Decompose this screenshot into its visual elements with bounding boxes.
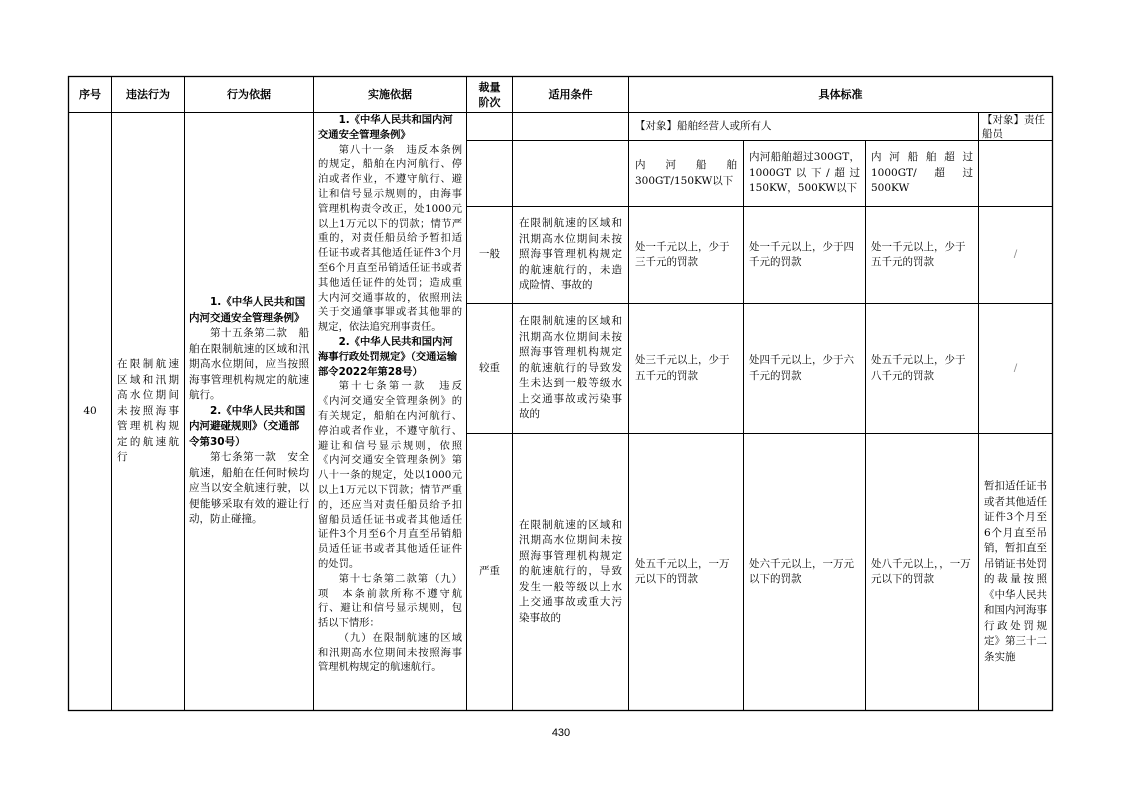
header-standard: 具体标准 (818, 88, 863, 101)
level-severe-text: 严重 (479, 565, 500, 578)
fine-general-b (744, 207, 865, 303)
impl-para-1: 第八十一条 违反本条例的规定，船舶在内河航行、停泊或者作业，不遵守航行、避让和信号显示规则的，由海事管理机构责令改正，处1000元以上1万元以下的罚款；情节严重的，对责任船员给予暂扣适任证书或者其他适任证件3个月至6个月直至吊销适任证书或者其他适任证件的处罚；造成重大内河交通事故的，依照刑法关于交通肇事罪或者其他罪的规定，依法追究刑事责任。 (318, 143, 462, 334)
condition-severe (513, 434, 628, 710)
crew-serious (979, 304, 1052, 433)
basis-title-1: 1.《中华人民共和国内河交通安全管理条例》 (189, 296, 306, 324)
row-number-text: 40 (83, 404, 97, 417)
condition-serious-text: 在限制航速的区域和汛期高水位期间未按照海事管理机构规定的航速航行的导致发生未达到一般等级水上交通事故或污染事故的 (519, 315, 622, 421)
crew-general (979, 207, 1052, 303)
col-c-header (866, 141, 978, 206)
level-severe (467, 434, 512, 710)
fine-severe-a (629, 434, 743, 710)
condition-general (513, 207, 628, 303)
fine-general-a-text: 处一千元以上，少于三千元的罚款 (635, 240, 730, 268)
target-crew (979, 113, 1052, 140)
violation-cell (112, 113, 184, 710)
col-b-header (744, 141, 865, 206)
fine-serious-c (866, 304, 978, 433)
crew-general-text: / (1013, 248, 1018, 261)
impl-para-2: 第十七条第一款 违反《内河交通安全管理条例》的有关规定，船舶在内河航行、停泊或者作业，不遵守航行、避让和信号显示规则，依照《内河交通安全管理条例》第八十一条的规定，处以1000元以上1万元以下罚款；情节严重的，还应当对责任船员给予扣留船员适任证书或者其他适任证件3个月至6个月直至吊销船员适任证书或者其他适任证件的处罚。 (318, 380, 462, 570)
fine-general-c-text: 处一千元以上，少于五千元的罚款 (871, 240, 966, 268)
impl-title-2: 2.《中华人民共和国内河海事行政处罚规定》（交通运输部令2022年第28号） (318, 335, 458, 378)
impl-cell (314, 113, 466, 710)
fine-severe-c-text: 处八千元以上，，一万元以下的罚款 (871, 557, 971, 585)
col-a-text: 内河船舶300GT/150KW以下 (635, 159, 737, 187)
header-no: 序号 (79, 88, 101, 101)
header-violation: 违法行为 (126, 88, 170, 101)
basis-title-2: 2.《中华人民共和国内河避碰规则》（交通部令第30号） (189, 404, 306, 448)
header-impl: 实施依据 (368, 88, 412, 101)
header-level: 裁量 阶次 (478, 80, 501, 109)
col-a-header (629, 141, 743, 206)
basis-para-2: 第七条第一款 安全航速，船舶在任何时候均应当以安全航速行驶，以便能够采取有效的避让行动，防止碰撞。 (189, 451, 309, 526)
fine-serious-b (744, 304, 865, 433)
violation-text: 在限制航速区域和汛期高水位期间未按照海事管理机构规定的航速航行 (117, 358, 179, 464)
condition-general-text: 在限制航速的区域和汛期高水位期间未按照海事管理机构规定的航速航行的，未造成险情、事故的 (519, 217, 622, 292)
basis-cell (185, 113, 313, 710)
fine-general-c (866, 207, 978, 303)
level-general-text: 一般 (479, 248, 500, 261)
level-serious (467, 304, 512, 433)
crew-severe (979, 434, 1052, 710)
header-condition: 适用条件 (548, 88, 593, 101)
crew-severe-text: 暂扣适任证书或者其他适任证件3个月至6个月直至吊销，暂扣直至吊销证书处罚的裁量按照《中华人民共和国内河海事行政处罚规定》第三十二条实施 (984, 480, 1047, 663)
fine-serious-c-text: 处五千元以上，少于八千元的罚款 (871, 354, 966, 382)
target-owner (629, 113, 978, 140)
fine-severe-b (744, 434, 865, 710)
fine-serious-a (629, 304, 743, 433)
level-general (467, 207, 512, 303)
condition-serious (513, 304, 628, 433)
impl-title-1: 1.《中华人民共和国内河交通安全管理条例》 (318, 114, 453, 141)
fine-general-a (629, 207, 743, 303)
basis-para-1: 第十五条第二款 船舶在限制航速的区域和汛期高水位期间，应当按照海事管理机构规定的航速航行。 (189, 327, 309, 402)
row-number (69, 113, 111, 710)
fine-severe-b-text: 处六千元以上，一万元以下的罚款 (749, 557, 854, 585)
col-c-text: 内河船舶超过1000GT/超过500KW (871, 151, 973, 195)
impl-para-4: （九）在限制航速的区域和汛期高水位期间未按照海事管理机构规定的航速航行。 (318, 631, 462, 674)
fine-severe-c (866, 434, 978, 710)
col-b-text: 内河船舶超过300GT，1000GT以下/超过150KW，500KW以下 (749, 151, 860, 195)
target-owner-text: 【对象】船舶经营人或所有人 (635, 119, 772, 132)
condition-severe-text: 在限制航速的区域和汛期高水位期间未按照海事管理机构规定的航速航行的，导致发生一般等级以上水上交通事故或重大污染事故的 (519, 518, 622, 624)
impl-para-3: 第十七条第二款第（九）项 本条前款所称不遵守航行、避让和信号显示规则，包括以下情形： (318, 572, 462, 630)
fine-serious-b-text: 处四千元以上，少于六千元的罚款 (749, 354, 854, 382)
crew-serious-text: / (1013, 361, 1018, 374)
fine-serious-a-text: 处三千元以上，少于五千元的罚款 (635, 354, 730, 382)
level-serious-text: 较重 (479, 361, 500, 374)
target-crew-text: 【对象】责任船员 (982, 113, 1045, 140)
page-number: 430 (551, 727, 571, 739)
fine-severe-a-text: 处五千元以上，一万元以下的罚款 (635, 557, 730, 585)
fine-general-b-text: 处一千元以上，少于四千元的罚款 (749, 240, 854, 268)
header-basis: 行为依据 (227, 88, 271, 101)
